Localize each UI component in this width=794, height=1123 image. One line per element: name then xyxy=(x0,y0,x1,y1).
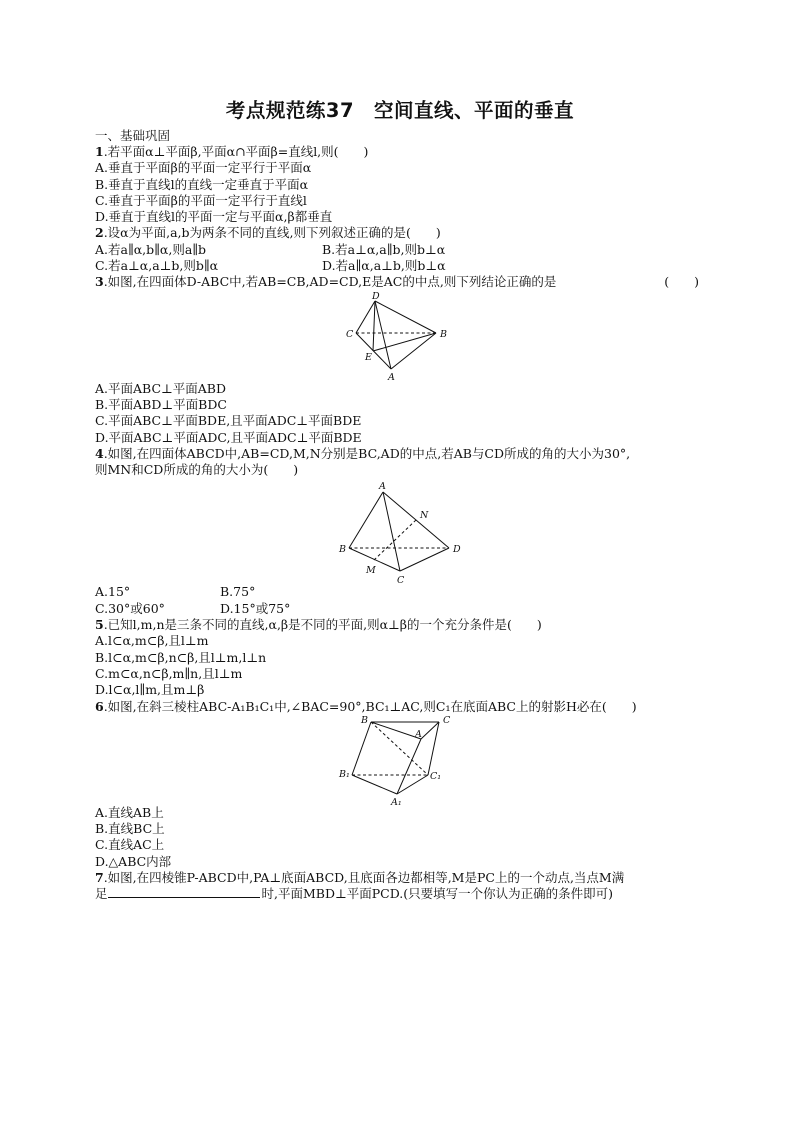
vertex-label-a: A xyxy=(379,481,386,493)
question-6-stem xyxy=(95,699,705,715)
question-1-option-c: C.垂直于平面β的平面一定平行于直线l xyxy=(95,192,307,208)
question-2-option-a: A.若a∥α,b∥α,则a∥b xyxy=(95,241,207,257)
question-4-options-row-2 xyxy=(95,601,705,617)
tetrahedron-abcd-figure xyxy=(95,478,705,584)
vertex-label-c: C xyxy=(346,328,354,340)
question-5-option-b: B.l⊂α,m⊂β,n⊂β,且l⊥m,l⊥n xyxy=(95,649,267,665)
midpoint-label-n: N xyxy=(420,510,429,522)
question-5-option-a: A.l⊂α,m⊂β,且l⊥m xyxy=(95,633,209,649)
question-6-option-b: B.直线BC上 xyxy=(95,821,165,837)
question-text: .如图,在四棱锥P-ABCD中,PA⊥底面ABCD,且底面各边都相等,M是PC上的一个动点,当点M满 xyxy=(103,870,625,886)
question-text: .如图,在斜三棱柱ABC-A₁B₁C₁中,∠BAC=90°,BC₁⊥AC,则C₁在底面ABC上的射影H必在( ) xyxy=(103,698,637,714)
question-5-option-c: C.m⊂α,n⊂β,m∥n,且l⊥m xyxy=(95,665,243,681)
question-number: 1 xyxy=(95,144,104,159)
worksheet-page xyxy=(95,98,705,903)
vertex-label-d: D xyxy=(372,290,380,302)
question-5-stem xyxy=(95,617,705,633)
question-3-option-c: C.平面ABC⊥平面BDE,且平面ADC⊥平面BDE xyxy=(95,413,362,429)
question-4-options-row-1 xyxy=(95,584,705,600)
vertex-label-a: A xyxy=(388,371,395,381)
question-text: .设α为平面,a,b为两条不同的直线,则下列叙述正确的是( ) xyxy=(103,225,441,241)
vertex-label-a: A xyxy=(415,728,422,740)
question-3-option-a: A.平面ABC⊥平面ABD xyxy=(95,380,226,396)
oblique-prism-figure xyxy=(95,715,705,805)
question-4-stem-continued: 则MN和CD所成的角的大小为( ) xyxy=(95,462,299,478)
question-2-option-c: C.若a⊥α,a⊥b,则b∥α xyxy=(95,258,219,274)
fill-in-blank[interactable] xyxy=(108,886,260,898)
vertex-label-d: D xyxy=(453,544,461,556)
question-4-option-c: C.30°或60° xyxy=(95,600,165,616)
vertex-label-b: B xyxy=(440,328,447,340)
question-number: 4 xyxy=(95,445,104,461)
midpoint-label-m: M xyxy=(366,565,376,577)
question-2-options-row-1 xyxy=(95,242,705,258)
question-text: 足 xyxy=(95,886,108,902)
question-1-option-a: A.垂直于平面β的平面一定平行于平面α xyxy=(95,160,312,176)
question-1-stem xyxy=(95,144,705,160)
question-text: .若平面α⊥平面β,平面α∩平面β=直线l,则( ) xyxy=(103,144,369,159)
answer-parentheses: ( ) xyxy=(664,274,699,290)
section-heading: 一、基础巩固 xyxy=(95,128,171,143)
question-4-option-d: D.15°或75° xyxy=(220,600,291,616)
question-5-option-d: D.l⊂α,l∥m,且m⊥β xyxy=(95,682,205,698)
question-6-option-a: A.直线AB上 xyxy=(95,804,164,820)
question-1-option-b: B.垂直于直线l的直线一定垂直于平面α xyxy=(95,176,309,192)
question-2-option-d: D.若a∥α,a⊥b,则b⊥α xyxy=(322,258,446,274)
question-3-option-b: B.平面ABD⊥平面BDC xyxy=(95,396,227,412)
question-text: 时,平面MBD⊥平面PCD.(只要填写一个你认为正确的条件即可) xyxy=(261,886,614,902)
question-3-stem xyxy=(95,274,705,290)
question-2-stem xyxy=(95,225,705,241)
vertex-label-c: C xyxy=(397,575,405,585)
question-4-stem xyxy=(95,446,705,462)
question-2-options-row-2 xyxy=(95,258,705,274)
question-text: .如图,在四面体ABCD中,AB=CD,M,N分别是BC,AD的中点,若AB与CD所成的角的大小为30°, xyxy=(103,445,631,461)
question-6-option-d: D.△ABC内部 xyxy=(95,853,172,869)
question-1-option-d: D.垂直于直线l的平面一定与平面α,β都垂直 xyxy=(95,209,333,225)
vertex-label-c1: C₁ xyxy=(430,770,442,782)
question-number: 5 xyxy=(95,617,104,633)
question-number: 3 xyxy=(95,274,104,290)
vertex-label-e: E xyxy=(365,351,372,363)
vertex-label-a1: A₁ xyxy=(391,796,402,805)
question-2-option-b: B.若a⊥α,a∥b,则b⊥α xyxy=(322,241,446,257)
question-number: 2 xyxy=(95,225,104,241)
question-text: .如图,在四面体D-ABC中,若AB=CB,AD=CD,E是AC的中点,则下列结论正确的是 xyxy=(103,274,557,290)
question-4-option-b: B.75° xyxy=(220,584,256,600)
vertex-label-b: B xyxy=(339,544,346,556)
question-number: 6 xyxy=(95,698,104,714)
question-3-option-d: D.平面ABC⊥平面ADC,且平面ADC⊥平面BDE xyxy=(95,429,362,445)
vertex-label-b: B xyxy=(361,714,368,726)
page-title: 考点规范练37 空间直线、平面的垂直 xyxy=(225,99,575,122)
question-text: .已知l,m,n是三条不同的直线,α,β是不同的平面,则α⊥β的一个充分条件是( ) xyxy=(103,617,542,633)
question-number: 7 xyxy=(95,870,104,886)
vertex-label-b1: B₁ xyxy=(339,768,350,780)
question-7-stem-continued xyxy=(95,886,705,902)
question-6-option-c: C.直线AC上 xyxy=(95,837,165,853)
question-4-option-a: A.15° xyxy=(95,584,131,600)
tetrahedron-d-abc-figure xyxy=(95,291,705,381)
vertex-label-c: C xyxy=(443,714,451,726)
question-7-stem xyxy=(95,870,705,886)
